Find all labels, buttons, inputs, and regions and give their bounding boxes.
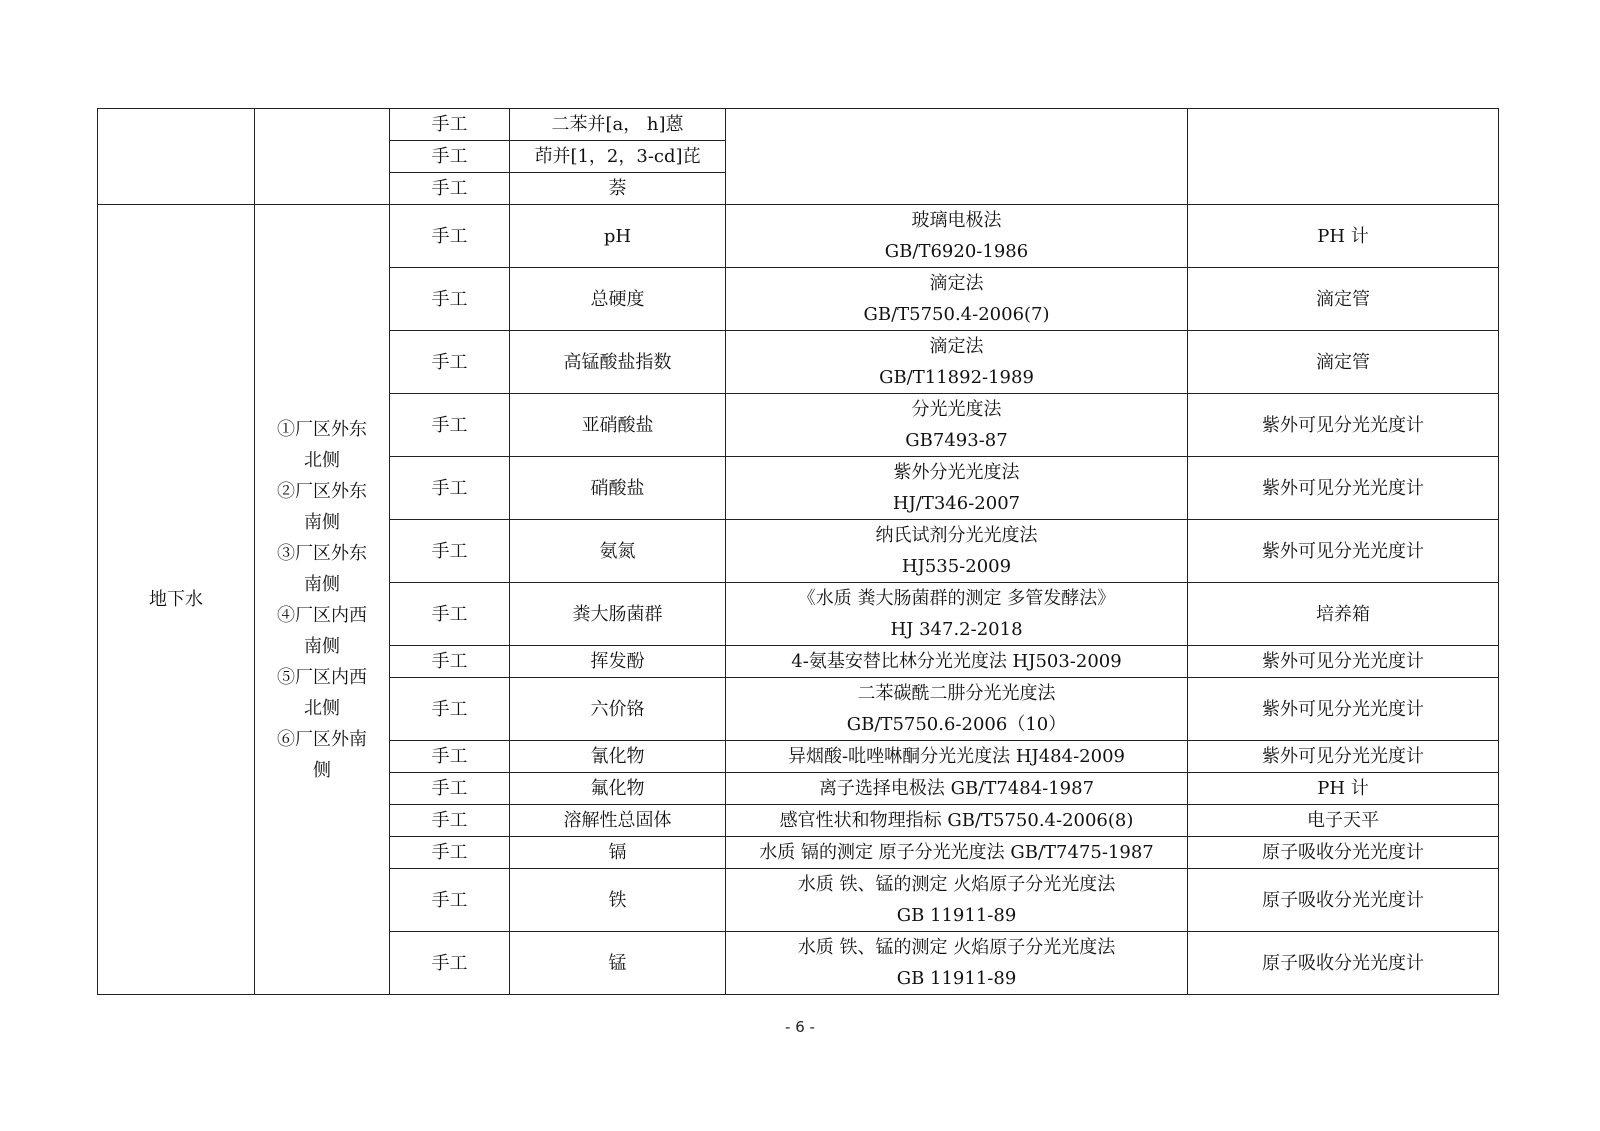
method-line: 《水质 粪大肠菌群的测定 多管发酵法》 [797, 588, 1116, 609]
method-type-cell: 手工 [390, 583, 510, 646]
method-type-cell: 手工 [390, 141, 510, 173]
location-line: ⑤厂区内西 [277, 666, 367, 688]
method-line: GB/T11892-1989 [879, 367, 1034, 388]
item-cell: 总硬度 [510, 268, 726, 331]
method-type-cell: 手工 [390, 773, 510, 805]
item-cell: 铁 [510, 869, 726, 932]
method-line: 水质 铁、锰的测定 火焰原子分光光度法 [797, 937, 1116, 958]
method-line: 水质 镉的测定 原子分光光度法 GB/T7475-1987 [759, 842, 1154, 863]
method-line: GB/T5750.6-2006（10） [846, 714, 1067, 735]
location-line: ②厂区外东 [277, 480, 367, 502]
item-cell: 茚并[1，2，3-cd]芘 [510, 141, 726, 173]
method-cell [726, 394, 1188, 457]
method-cell [726, 268, 1188, 331]
item-cell: 高锰酸盐指数 [510, 331, 726, 394]
item-cell: 氨氮 [510, 520, 726, 583]
item-cell: 锰 [510, 932, 726, 995]
method-line: GB/T6920-1986 [884, 241, 1029, 262]
method-type-cell: 手工 [390, 173, 510, 205]
method-cell [726, 773, 1188, 805]
method-type-cell: 手工 [390, 678, 510, 741]
method-cell [726, 457, 1188, 520]
location-line: 南侧 [304, 511, 340, 533]
method-cell [726, 583, 1188, 646]
item-cell: 亚硝酸盐 [510, 394, 726, 457]
table-body [98, 109, 1499, 995]
category-cell: 地下水 [98, 205, 255, 995]
item-cell: 六价铬 [510, 678, 726, 741]
method-line: HJ/T346-2007 [892, 493, 1021, 514]
method-cell [726, 205, 1188, 268]
instrument-cell: 原子吸收分光光度计 [1188, 932, 1499, 995]
method-type-cell: 手工 [390, 394, 510, 457]
location-line: ①厂区外东 [277, 418, 367, 440]
method-line: 4-氨基安替比林分光光度法 HJ503-2009 [791, 651, 1122, 672]
item-cell: 氰化物 [510, 741, 726, 773]
page-number: - 6 - [785, 1018, 815, 1036]
method-cell-empty [726, 109, 1188, 205]
monitoring-methods-table [97, 108, 1499, 995]
instrument-cell: 紫外可见分光光度计 [1188, 741, 1499, 773]
item-cell: pH [510, 205, 726, 268]
method-cell [726, 869, 1188, 932]
method-line: 离子选择电极法 GB/T7484-1987 [818, 778, 1095, 799]
method-type-cell: 手工 [390, 520, 510, 583]
instrument-cell: 紫外可见分光光度计 [1188, 646, 1499, 678]
method-type-cell: 手工 [390, 205, 510, 268]
location-line: ④厂区内西 [277, 604, 367, 626]
instrument-cell: 培养箱 [1188, 583, 1499, 646]
item-cell: 溶解性总固体 [510, 805, 726, 837]
item-cell: 氟化物 [510, 773, 726, 805]
location-line: ⑥厂区外南 [277, 728, 367, 750]
item-cell: 硝酸盐 [510, 457, 726, 520]
instrument-cell: PH 计 [1188, 205, 1499, 268]
location-cell-empty [255, 109, 390, 205]
item-cell: 萘 [510, 173, 726, 205]
location-line: ③厂区外东 [277, 542, 367, 564]
location-line: 侧 [313, 759, 331, 781]
method-line: 纳氏试剂分光光度法 [875, 525, 1038, 546]
location-line: 南侧 [304, 573, 340, 595]
item-cell: 粪大肠菌群 [510, 583, 726, 646]
method-cell [726, 520, 1188, 583]
method-line: GB 11911-89 [896, 968, 1017, 989]
item-cell: 镉 [510, 837, 726, 869]
category-cell-empty [98, 109, 255, 205]
method-line: 水质 铁、锰的测定 火焰原子分光光度法 [797, 874, 1116, 895]
method-type-cell: 手工 [390, 457, 510, 520]
instrument-cell: 紫外可见分光光度计 [1188, 520, 1499, 583]
instrument-cell: 电子天平 [1188, 805, 1499, 837]
instrument-cell: 原子吸收分光光度计 [1188, 869, 1499, 932]
method-line: HJ 347.2-2018 [890, 619, 1023, 640]
method-line: 滴定法 [929, 336, 984, 357]
instrument-cell: 紫外可见分光光度计 [1188, 678, 1499, 741]
instrument-cell: 紫外可见分光光度计 [1188, 394, 1499, 457]
method-cell [726, 331, 1188, 394]
method-type-cell: 手工 [390, 869, 510, 932]
method-cell [726, 805, 1188, 837]
method-line: 滴定法 [929, 273, 984, 294]
method-line: GB 11911-89 [896, 905, 1017, 926]
location-line: 北侧 [304, 697, 340, 719]
location-cell [255, 205, 390, 995]
method-type-cell: 手工 [390, 331, 510, 394]
instrument-cell: 滴定管 [1188, 268, 1499, 331]
method-type-cell: 手工 [390, 109, 510, 141]
method-type-cell: 手工 [390, 646, 510, 678]
instrument-cell: PH 计 [1188, 773, 1499, 805]
location-line: 北侧 [304, 449, 340, 471]
method-line: 异烟酸-吡唑啉酮分光光度法 HJ484-2009 [788, 746, 1125, 767]
method-line: 紫外分光光度法 [893, 462, 1020, 483]
method-type-cell: 手工 [390, 932, 510, 995]
instrument-cell-empty [1188, 109, 1499, 205]
table-row [98, 109, 1499, 141]
location-line: 南侧 [304, 635, 340, 657]
method-cell [726, 837, 1188, 869]
method-cell [726, 741, 1188, 773]
method-line: GB/T5750.4-2006(7) [863, 304, 1050, 325]
method-type-cell: 手工 [390, 268, 510, 331]
item-cell: 二苯并[a， h]蒽 [510, 109, 726, 141]
method-line: 感官性状和物理指标 GB/T5750.4-2006(8) [779, 810, 1134, 831]
method-line: HJ535-2009 [901, 556, 1012, 577]
method-type-cell: 手工 [390, 741, 510, 773]
item-cell: 挥发酚 [510, 646, 726, 678]
table-row [98, 205, 1499, 268]
method-line: 分光光度法 [911, 399, 1002, 420]
method-line: 二苯碳酰二肼分光光度法 [857, 683, 1056, 704]
method-line: 玻璃电极法 [911, 210, 1002, 231]
instrument-cell: 原子吸收分光光度计 [1188, 837, 1499, 869]
method-cell [726, 932, 1188, 995]
method-cell [726, 678, 1188, 741]
method-line: GB7493-87 [905, 430, 1008, 451]
instrument-cell: 滴定管 [1188, 331, 1499, 394]
instrument-cell: 紫外可见分光光度计 [1188, 457, 1499, 520]
method-cell [726, 646, 1188, 678]
method-type-cell: 手工 [390, 805, 510, 837]
method-type-cell: 手工 [390, 837, 510, 869]
